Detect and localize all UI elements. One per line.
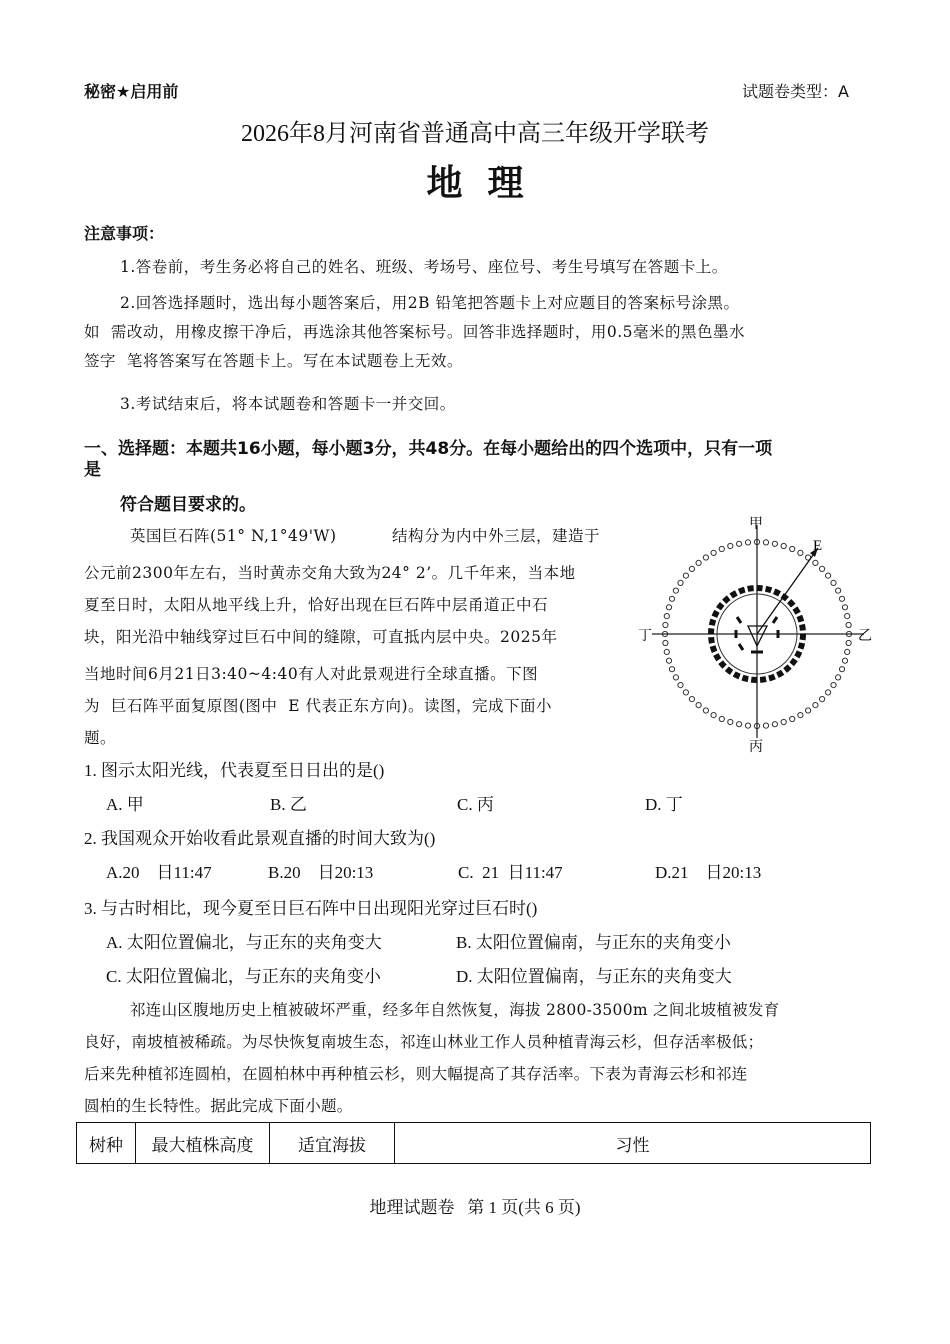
outer-ring-hole bbox=[689, 697, 694, 702]
paper-type-label: 试题卷类型：A bbox=[742, 82, 849, 101]
section-1-title-line-1: 一、选择题：本题共16小题，每小题3分，共48分。在每小题给出的四个选项中，只有一项 bbox=[84, 439, 773, 459]
section-1-title-line-2: 是 bbox=[84, 460, 101, 480]
outer-ring-hole bbox=[696, 703, 701, 708]
outer-ring-hole bbox=[696, 560, 701, 565]
outer-ring-hole bbox=[763, 540, 768, 545]
outer-ring-hole bbox=[772, 722, 777, 727]
subject-title: 地 理 bbox=[426, 163, 524, 204]
outer-ring-hole bbox=[842, 605, 847, 610]
outer-ring-hole bbox=[790, 546, 795, 551]
table-header-row bbox=[77, 1123, 871, 1164]
outer-ring-hole bbox=[772, 541, 777, 546]
direction-e-label: E bbox=[813, 538, 823, 554]
note-1: 1.答卷前，考生务必将自己的姓名、班级、考场号、座位号、考生号填写在答题卡上。 bbox=[120, 258, 728, 276]
outer-ring-hole bbox=[798, 713, 803, 718]
outer-ring-hole bbox=[678, 683, 683, 688]
passage-1-line-1b: 结构分为内中外三层，建造于 bbox=[392, 527, 601, 545]
outer-ring-hole bbox=[831, 580, 836, 585]
question-3-option-b: B. 太阳位置偏南，与正东的夹角变小 bbox=[456, 933, 731, 952]
outer-ring-hole bbox=[683, 690, 688, 695]
outer-ring-hole bbox=[669, 596, 674, 601]
passage-2-line-4: 圆柏的生长特性。据此完成下面小题。 bbox=[84, 1097, 353, 1115]
outer-ring-hole bbox=[703, 555, 708, 560]
outer-ring-hole bbox=[836, 588, 841, 593]
outer-ring-hole bbox=[831, 683, 836, 688]
outer-ring-hole bbox=[842, 658, 847, 663]
outer-ring-hole bbox=[666, 605, 671, 610]
outer-ring-hole bbox=[839, 596, 844, 601]
outer-ring-hole bbox=[689, 566, 694, 571]
question-1-stem: 1. 图示太阳光线，代表夏至日日出的是() bbox=[84, 761, 385, 780]
outer-ring-hole bbox=[846, 640, 851, 645]
outer-ring-hole bbox=[728, 543, 733, 548]
stonehenge-plan-figure bbox=[640, 510, 880, 755]
direction-north-label: 甲 bbox=[749, 516, 763, 532]
outer-ring-hole bbox=[737, 541, 742, 546]
outer-ring-hole bbox=[663, 640, 668, 645]
exam-title: 2026年8月河南省普通高中高三年级开学联考 bbox=[241, 121, 709, 147]
outer-ring-hole bbox=[673, 675, 678, 680]
question-3-option-d: D. 太阳位置偏南，与正东的夹角变大 bbox=[456, 967, 732, 986]
question-1-option-c: C. 丙 bbox=[457, 795, 494, 814]
passage-2-line-1: 祁连山区腹地历史上植被破坏严重，经多年自然恢复，海拔 2800-3500m 之间北坡植被发育 bbox=[130, 1001, 780, 1019]
section-1-title-line-3: 符合题目要求的。 bbox=[120, 495, 256, 515]
outer-ring-hole bbox=[836, 675, 841, 680]
outer-ring-hole bbox=[664, 649, 669, 654]
outer-ring-hole bbox=[826, 690, 831, 695]
outer-ring-hole bbox=[806, 708, 811, 713]
outer-ring-hole bbox=[711, 713, 716, 718]
outer-ring-hole bbox=[745, 723, 750, 728]
outer-ring-hole bbox=[781, 719, 786, 724]
direction-east-label: 乙 bbox=[858, 628, 872, 644]
page-footer: 地理试题卷 第 1 页(共 6 页) bbox=[369, 1198, 581, 1217]
question-3-option-c: C. 太阳位置偏北，与正东的夹角变小 bbox=[106, 967, 381, 986]
note-2-line-3: 签字 笔将答案写在答题卡上。写在本试题卷上无效。 bbox=[84, 352, 463, 370]
question-2-stem: 2. 我国观众开始收看此景观直播的时间大致为() bbox=[84, 829, 436, 848]
outer-ring-hole bbox=[845, 614, 850, 619]
question-1-option-b: B. 乙 bbox=[270, 795, 307, 814]
question-1-option-d: D. 丁 bbox=[645, 795, 683, 814]
passage-1-line-4: 块，阳光沿中轴线穿过巨石中间的缝隙，可直抵内层中央。2025年 bbox=[84, 628, 558, 646]
question-1-option-a: A. 甲 bbox=[106, 795, 144, 814]
question-3-option-a: A. 太阳位置偏北，与正东的夹角变大 bbox=[106, 933, 382, 952]
outer-ring-hole bbox=[683, 573, 688, 578]
passage-1-line-6: 为 巨石阵平面复原图(图中 E 代表正东方向)。读图，完成下面小 bbox=[84, 697, 553, 715]
outer-ring-hole bbox=[781, 543, 786, 548]
direction-south-label: 丙 bbox=[749, 739, 763, 755]
outer-ring-hole bbox=[845, 649, 850, 654]
outer-ring-hole bbox=[813, 703, 818, 708]
outer-ring-hole bbox=[703, 708, 708, 713]
table-header-max-height: 最大植株高度 bbox=[136, 1123, 270, 1164]
passage-2-line-2: 良好，南坡植被稀疏。为尽快恢复南坡生态，祁连山林业工作人员种植青海云杉，但存活率极低； bbox=[84, 1033, 764, 1051]
passage-1-line-3: 夏至日时，太阳从地平线上升，恰好出现在巨石阵中层甬道正中石 bbox=[84, 596, 549, 614]
outer-ring-hole bbox=[719, 716, 724, 721]
question-2-option-b: B.20 日20:13 bbox=[268, 863, 374, 882]
outer-ring-hole bbox=[846, 622, 851, 627]
passage-1-line-5: 当地时间6月21日3:40~4:40有人对此景观进行全球直播。下图 bbox=[84, 665, 539, 683]
outer-ring-hole bbox=[839, 667, 844, 672]
passage-1-line-7: 题。 bbox=[84, 729, 117, 747]
outer-ring-hole bbox=[669, 667, 674, 672]
outer-ring-hole bbox=[790, 716, 795, 721]
note-2-line-1: 2.回答选择题时，选出每小题答案后，用2B 铅笔把答题卡上对应题目的答案标号涂黑。 bbox=[120, 294, 740, 312]
outer-ring-hole bbox=[719, 546, 724, 551]
passage-1-line-1a: 英国巨石阵(51° N,1°49'W) bbox=[130, 527, 337, 545]
outer-ring-hole bbox=[711, 550, 716, 555]
outer-ring-hole bbox=[826, 573, 831, 578]
outer-ring-hole bbox=[737, 722, 742, 727]
passage-2-line-3: 后来先种植祁连圆柏，在圆柏林中再种植云杉，则大幅提高了其存活率。下表为青海云杉和祁连 bbox=[84, 1065, 748, 1083]
outer-ring-hole bbox=[813, 560, 818, 565]
question-3-stem: 3. 与古时相比，现今夏至日巨石阵中日出现阳光穿过巨石时() bbox=[84, 899, 538, 918]
outer-ring-hole bbox=[820, 566, 825, 571]
outer-ring-hole bbox=[673, 588, 678, 593]
outer-ring-hole bbox=[745, 540, 750, 545]
table-header-habit: 习性 bbox=[395, 1123, 871, 1164]
outer-ring-hole bbox=[763, 723, 768, 728]
question-2-option-c: C. 21 日11:47 bbox=[458, 863, 563, 882]
direction-west-label: 丁 bbox=[638, 628, 652, 644]
notes-heading: 注意事项： bbox=[84, 224, 165, 243]
table-header-altitude: 适宜海拔 bbox=[270, 1123, 395, 1164]
outer-ring-hole bbox=[798, 550, 803, 555]
outer-ring-hole bbox=[664, 614, 669, 619]
secret-label: 秘密★启用前 bbox=[84, 82, 179, 101]
question-2-option-a: A.20 日11:47 bbox=[106, 863, 212, 882]
note-3: 3.考试结束后，将本试题卷和答题卡一并交回。 bbox=[120, 395, 456, 413]
outer-ring-hole bbox=[663, 622, 668, 627]
outer-ring-hole bbox=[728, 719, 733, 724]
tree-species-table bbox=[76, 1122, 871, 1164]
outer-ring-hole bbox=[666, 658, 671, 663]
passage-1-line-2: 公元前2300年左右，当时黄赤交角大致为24° 2’。几千年来，当本地 bbox=[84, 564, 576, 582]
note-2-line-2: 如 需改动，用橡皮擦干净后，再选涂其他答案标号。回答非选择题时，用0.5毫米的黑色墨水 bbox=[84, 323, 746, 341]
table-header-species: 树种 bbox=[77, 1123, 136, 1164]
question-2-option-d: D.21 日20:13 bbox=[655, 863, 762, 882]
outer-ring-hole bbox=[820, 697, 825, 702]
outer-ring-hole bbox=[678, 580, 683, 585]
